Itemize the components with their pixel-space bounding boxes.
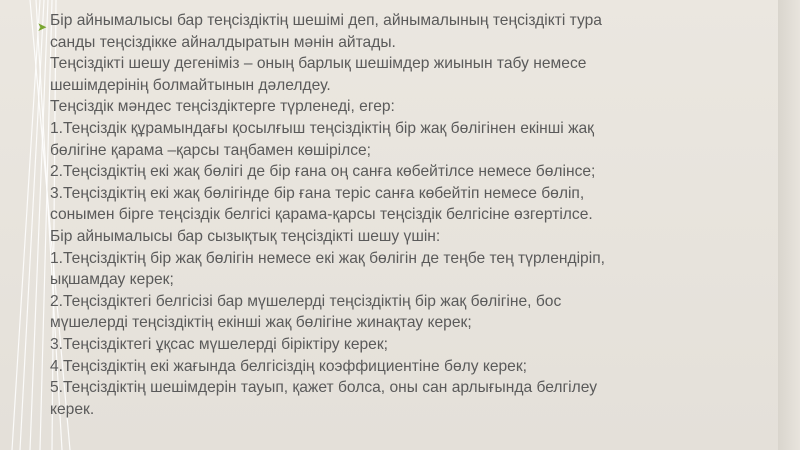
text-line: шешімдерінің болмайтынын дәлелдеу. xyxy=(50,76,331,94)
text-line: 1.Теңсіздіктің бір жақ бөлігін немесе екі жақ бөлігін де теңбе тең түрлендіріп, xyxy=(50,249,605,267)
text-line: 4.Теңсіздіктің екі жағында белгісіздің коэффициентіне бөлу керек; xyxy=(50,357,528,375)
text-line: сонымен бірге теңсіздік белгісі қарама-қарсы теңсіздік белгісіне өзгертілсе. xyxy=(50,206,593,224)
text-line: керек. xyxy=(50,400,95,418)
arrow-bullet-icon: ➤ xyxy=(37,20,48,34)
text-line: 3.Теңсіздіктің екі жақ бөлігінде бір ғана теріс санға көбейтіп немесе бөліп, xyxy=(50,184,585,202)
text-line: 2.Теңсіздіктегі белгісізі бар мүшелерді теңсіздіктің бір жақ бөлігіне, бос xyxy=(50,292,562,310)
text-line: санды теңсіздікке айналдыратын мәнін айтады. xyxy=(50,33,396,51)
text-line: Теңсіздік мәндес теңсіздіктерге түрленеді, егер: xyxy=(50,98,395,116)
text-line: мүшелерді теңсіздіктің екінші жақ бөлігіне жинақтау керек; xyxy=(50,314,472,332)
text-line: 1.Теңсіздік құрамындағы қосылғыш теңсіздіктің бір жақ бөлігінен екінші жақ xyxy=(50,119,595,137)
text-line: 3.Теңсіздіктегі ұқсас мүшелерді біріктіру керек; xyxy=(50,335,389,353)
text-line: Теңсіздікті шешу дегеніміз – оның барлық шешімдер жиынын табу немесе xyxy=(50,55,587,73)
text-line: 5.Теңсіздіктің шешімдерін тауып, қажет болса, оны сан арлығында белгілеу xyxy=(50,379,597,397)
text-line: ықшамдау керек; xyxy=(50,271,174,289)
text-line: бөлігіне қарама –қарсы таңбамен көшірілсе; xyxy=(50,141,372,159)
text-line: 2.Теңсіздіктің екі жақ бөлігі де бір ғана оң санға көбейтілсе немесе бөлінсе; xyxy=(50,163,596,181)
text-line: Бір айнымалысы бар теңсіздіктің шешімі деп, айнымалының теңсіздікті тура xyxy=(50,12,602,29)
text-line: Бір айнымалысы бар сызықтық теңсіздікті шешу үшін: xyxy=(50,227,441,245)
slide-text xyxy=(50,10,785,420)
